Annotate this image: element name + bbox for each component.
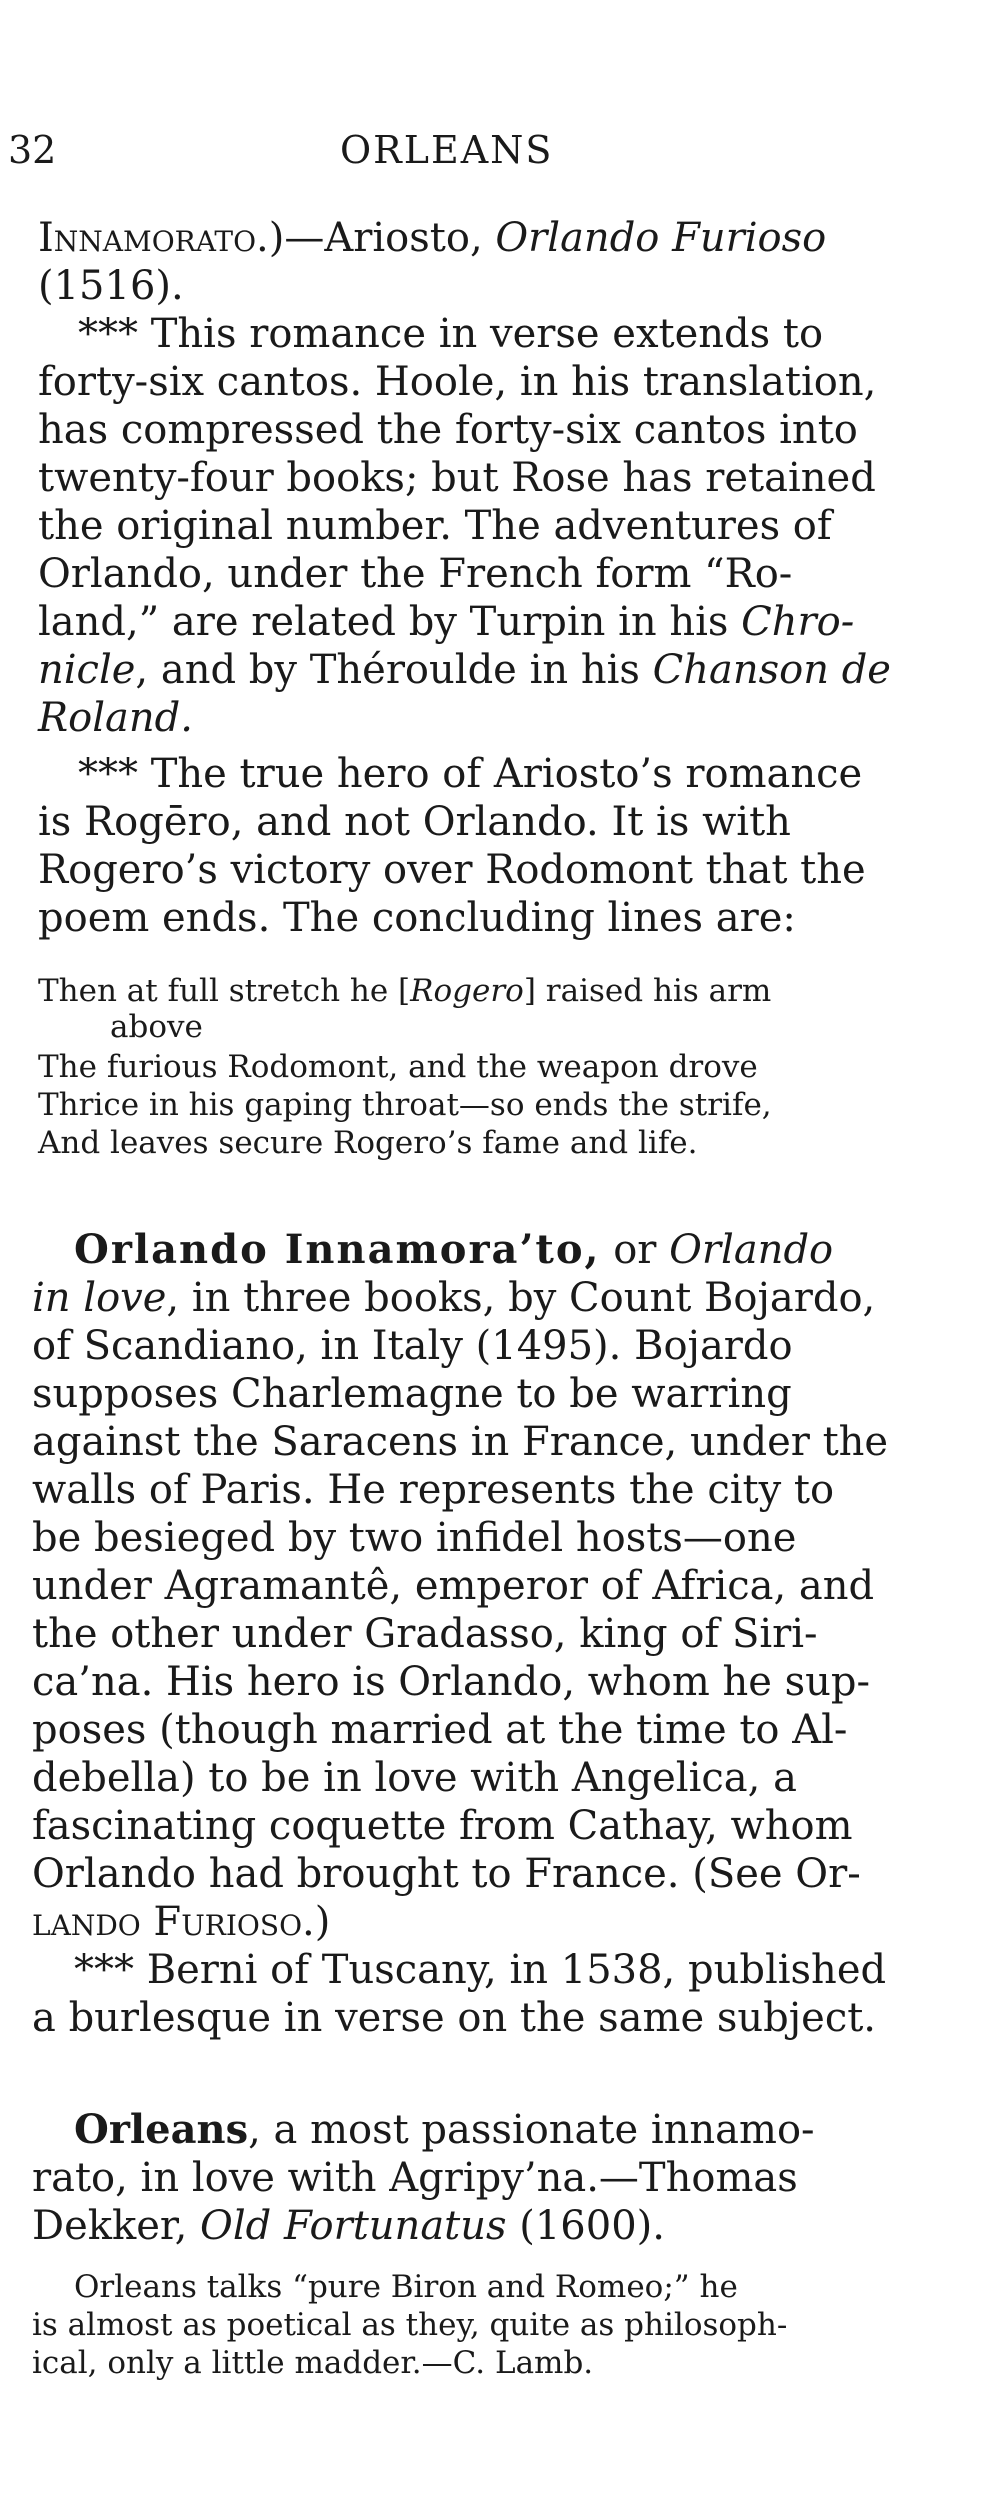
entry1-text: )—Ariosto, bbox=[268, 215, 496, 261]
work-title: nicle bbox=[38, 647, 136, 693]
entry2-line: poses (though married at the time to Al- bbox=[32, 1707, 848, 1753]
verse-quote-line: above bbox=[110, 1009, 203, 1045]
entry-headword: Orleans bbox=[74, 2106, 249, 2153]
entry2-line: supposes Charlemagne to be warring bbox=[32, 1371, 792, 1417]
entry2-line bbox=[32, 1898, 330, 1946]
quote-text: Rogero bbox=[410, 973, 524, 1009]
entry1-para2-line: *** The true hero of Ariosto’s romance bbox=[78, 751, 863, 797]
entry3-line bbox=[32, 2202, 665, 2250]
entry1-para1-line: Roland. bbox=[38, 695, 193, 741]
entry3-text: Dekker, bbox=[32, 2203, 201, 2249]
entry2-line: against the Saracens in France, under the bbox=[32, 1419, 889, 1465]
verse-quote-line: And leaves secure Rogero’s fame and life. bbox=[38, 1125, 698, 1161]
entry2-line: of Scandiano, in Italy (1495). Bojardo bbox=[32, 1323, 793, 1369]
quote-text: ] raised his arm bbox=[523, 973, 772, 1009]
entry3-note-line: is almost as poetical as they, quite as philosoph- bbox=[32, 2307, 788, 2343]
entry2-line: Orlando had brought to France. (See Or- bbox=[32, 1851, 861, 1897]
entry2-line: the other under Gradasso, king of Siri- bbox=[32, 1611, 818, 1657]
entry1-para1-line bbox=[38, 646, 891, 694]
entry1-para1-line: *** This romance in verse extends to bbox=[78, 311, 824, 357]
entry1-para2-line: Rogero’s victory over Rodomont that the bbox=[38, 847, 866, 893]
entry2-text: ) bbox=[314, 1899, 331, 1945]
entry2-heading-line bbox=[74, 1226, 833, 1274]
entry1-line-1 bbox=[38, 214, 850, 262]
entry1-para1-line: twenty-four books; but Rose has retained bbox=[38, 455, 876, 501]
entry2-text: , in three books, by Count Bojardo, bbox=[166, 1275, 876, 1321]
entry-headword: Orlando Innamora’to, bbox=[74, 1226, 601, 1273]
quote-text: Then at full stretch he [ bbox=[38, 973, 411, 1009]
entry2-line: walls of Paris. He represents the city to bbox=[32, 1467, 835, 1513]
entry2-line: debella) to be in love with Angelica, a bbox=[32, 1755, 797, 1801]
entry1-para1-line bbox=[38, 598, 854, 646]
cross-reference: Innamorato. bbox=[38, 215, 269, 261]
entry2-line bbox=[32, 1274, 875, 1322]
entry3-text: (1600). bbox=[506, 2203, 665, 2249]
entry2-para2-line: *** Berni of Tuscany, in 1538, published bbox=[74, 1947, 887, 1993]
work-title: Orlando Furioso bbox=[495, 215, 827, 261]
entry1-para1-line: forty-six cantos. Hoole, in his translation, bbox=[38, 359, 877, 405]
work-title: Orlando bbox=[669, 1227, 834, 1273]
entry3-text: , a most passionate innamo- bbox=[248, 2107, 815, 2153]
entry2-line: under Agramantê, emperor of Africa, and bbox=[32, 1563, 875, 1609]
entry2-para2-line: a burlesque in verse on the same subject. bbox=[32, 1995, 877, 2041]
verse-quote-line: Thrice in his gaping throat—so ends the strife, bbox=[38, 1087, 772, 1123]
entry1-para1-line: the original number. The adventures of bbox=[38, 503, 832, 549]
verse-quote-line bbox=[38, 972, 771, 1010]
entry1-para1-line: Orlando, under the French form “Ro- bbox=[38, 551, 793, 597]
entry1-para1-line: has compressed the forty-six cantos into bbox=[38, 407, 858, 453]
entry1-para2-line: poem ends. The concluding lines are: bbox=[38, 895, 796, 941]
entry3-line: rato, in love with Agripy’na.—Thomas bbox=[32, 2155, 798, 2201]
entry2-line: be besieged by two infidel hosts—one bbox=[32, 1515, 797, 1561]
work-title: Chro- bbox=[741, 599, 855, 645]
entry1-text: , and by Théroulde in his bbox=[135, 647, 653, 693]
entry1-line-2: (1516). bbox=[38, 263, 184, 309]
entry1-para2-line: is Rogēro, and not Orlando. It is with bbox=[38, 799, 791, 845]
entry3-note-line: ical, only a little madder.—C. Lamb. bbox=[32, 2345, 594, 2381]
running-title: ORLEANS bbox=[340, 128, 554, 172]
work-title: Chanson de bbox=[652, 647, 891, 693]
entry1-text: land,” are related by Turpin in his bbox=[38, 599, 742, 645]
verse-quote-line: The furious Rodomont, and the weapon drove bbox=[38, 1049, 758, 1085]
entry3-note-line: Orleans talks “pure Biron and Romeo;” he bbox=[74, 2269, 738, 2305]
entry3-heading-line bbox=[74, 2106, 815, 2154]
page-number: 32 bbox=[8, 128, 57, 172]
entry2-text: or bbox=[600, 1227, 670, 1273]
work-title: in love bbox=[32, 1275, 167, 1321]
entry2-line: fascinating coquette from Cathay, whom bbox=[32, 1803, 853, 1849]
cross-reference: lando Furioso. bbox=[32, 1899, 315, 1945]
entry2-line: ca’na. His hero is Orlando, whom he sup- bbox=[32, 1659, 871, 1705]
work-title: Old Fortunatus bbox=[200, 2203, 507, 2249]
